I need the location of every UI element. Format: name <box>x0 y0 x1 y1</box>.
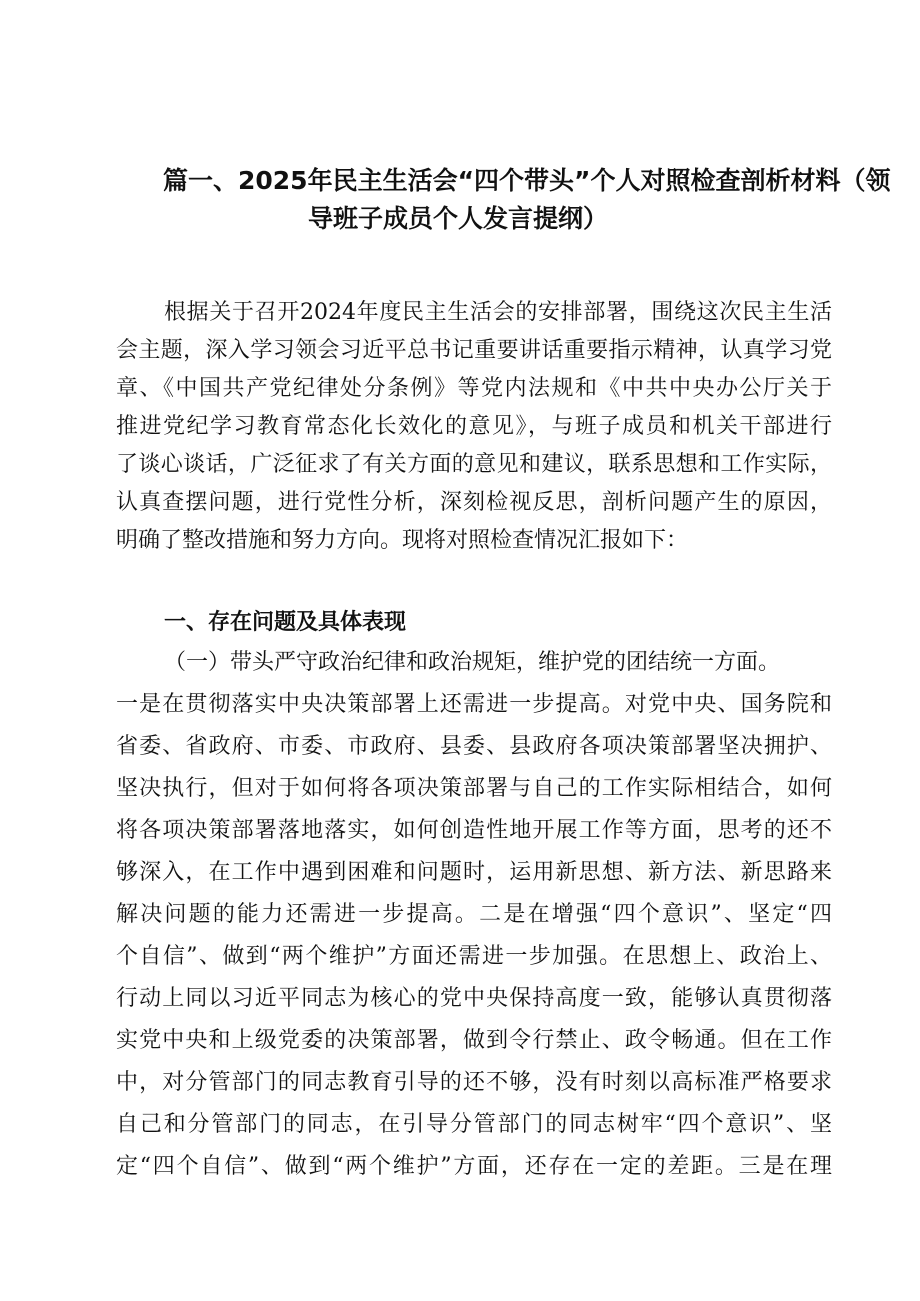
paragraph-line: 章、《中国共产党纪律处分条例》等党内法规和《中共中央办公厅关于 <box>116 376 832 401</box>
title-line: 导班子成员个人发言提纲） <box>308 204 609 233</box>
paragraph-line: 认真查摆问题，进行党性分析，深刻检视反思，剖析问题产生的原因， <box>116 490 832 515</box>
paragraph-line: 会主题，深入学习领会习近平总书记重要讲话重要指示精神，认真学习党 <box>116 338 832 363</box>
paragraph-line: 够深入，在工作中遇到困难和问题时，运用新思想、新方法、新思路来 <box>116 860 832 885</box>
paragraph-line: 解决问题的能力还需进一步提高。二是在增强“四个意识”、坚定“四 <box>116 902 832 927</box>
paragraph-line: 个自信”、做到“两个维护”方面还需进一步加强。在思想上、政治上、 <box>116 944 832 969</box>
paragraph-line: 行动上同以习近平同志为核心的党中央保持高度一致，能够认真贯彻落 <box>116 986 832 1011</box>
paragraph-line: 坚决执行，但对于如何将各项决策部署与自己的工作实际相结合，如何 <box>116 776 832 801</box>
subsection-heading: （一）带头严守政治纪律和政治规矩，维护党的团结统一方面。 <box>164 650 781 675</box>
paragraph-line: 省委、省政府、市委、市政府、县委、县政府各项决策部署坚决拥护、 <box>116 734 832 759</box>
paragraph-line: 定“四个自信”、做到“两个维护”方面，还存在一定的差距。三是在理 <box>116 1154 832 1179</box>
paragraph-line: 根据关于召开2024年度民主生活会的安排部署，围绕这次民主生活 <box>164 300 832 325</box>
paragraph-line: 推进党纪学习教育常态化长效化的意见》，与班子成员和机关干部进行 <box>116 414 832 439</box>
paragraph-line: 明确了整改措施和努力方向。现将对照检查情况汇报如下： <box>116 528 689 553</box>
paragraph-line: 自己和分管部门的同志，在引导分管部门的同志树牢“四个意识”、坚 <box>116 1112 832 1137</box>
paragraph-line: 实党中央和上级党委的决策部署，做到令行禁止、政令畅通。但在工作 <box>116 1028 832 1053</box>
paragraph-line: 一是在贯彻落实中央决策部署上还需进一步提高。对党中央、国务院和 <box>116 692 832 717</box>
section-heading: 一、存在问题及具体表现 <box>164 610 407 635</box>
paragraph-line: 了谈心谈话，广泛征求了有关方面的意见和建议，联系思想和工作实际， <box>116 452 832 477</box>
paragraph-line: 将各项决策部署落地落实，如何创造性地开展工作等方面，思考的还不 <box>116 818 832 843</box>
paragraph-line: 中，对分管部门的同志教育引导的还不够，没有时刻以高标准严格要求 <box>116 1070 832 1095</box>
title-line: 篇一、2025年民主生活会“四个带头”个人对照检查剖析材料（领 <box>163 166 891 195</box>
